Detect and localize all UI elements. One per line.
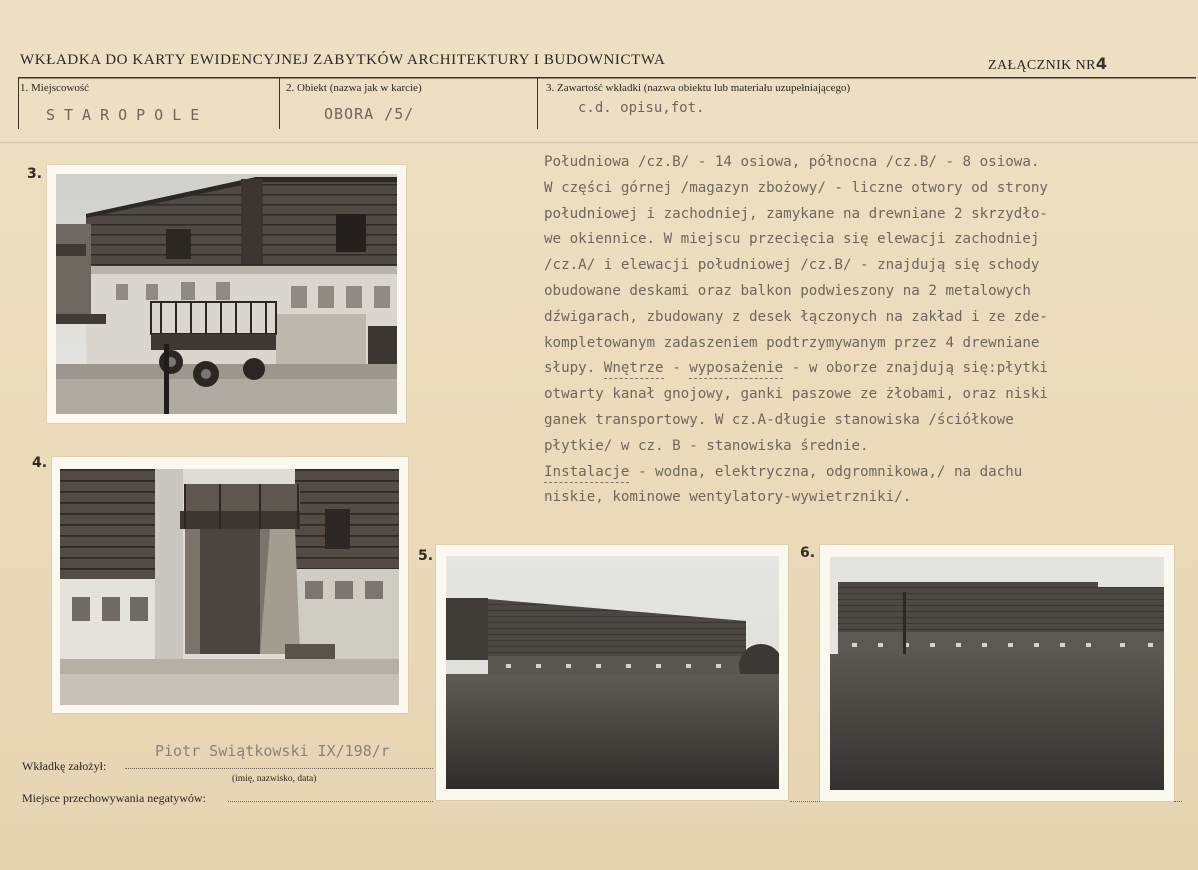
heading-dash: - [783, 360, 809, 377]
annex-label [988, 54, 1107, 74]
header-band-edge [0, 142, 1198, 143]
description-line: otwarty kanał gnojowy, ganki paszowe ze żłobami, oraz niski [544, 386, 1048, 403]
installations-heading: Instalacje [544, 463, 629, 483]
annex-label-text: ZAŁĄCZNIK NR [988, 58, 1096, 73]
equipment-heading: wyposażenie [689, 359, 783, 379]
object-label: 2. Obiekt (nazwa jak w karcie) [286, 82, 422, 94]
photo-3-barn-wagon [47, 165, 406, 423]
contents-label: 3. Zawartość wkładki (nazwa obiektu lub materiału uzupełniającego) [546, 82, 851, 94]
field-divider-1 [279, 77, 280, 129]
description-line: /cz.A/ i elewacji południowej /cz.B/ - znajdują się schody [544, 257, 1040, 274]
description-line: Południowa /cz.B/ - 14 osiowa, północna /cz.B/ - 8 osiowa. [544, 154, 1040, 170]
locality-label: 1. Miejscowość [20, 82, 90, 94]
interior-heading: Wnętrze [604, 359, 664, 379]
annex-number: 4 [1095, 54, 1108, 73]
creator-signature: Piotr Swiątkowski IX/198/r [155, 742, 390, 760]
photo-5-image [446, 556, 779, 789]
photo-6-barn-field [820, 545, 1174, 801]
description-line-installations [544, 460, 1184, 486]
negatives-label: Miejsce przechowywania negatywów: [22, 791, 206, 805]
description-line: niskie, kominowe wentylatory-wywietrzniki/. [544, 489, 912, 506]
description-text [544, 150, 1184, 511]
description-line-rest: w oborze znajdują się:płytki [808, 360, 1048, 377]
description-line: we okiennice. W miejscu przecięcia się elewacji zachodniej [544, 231, 1040, 248]
heading-dash: - [663, 360, 690, 377]
contents-value: c.d. opisu,fot. [578, 100, 705, 116]
photo-5-barn-field [436, 545, 788, 800]
description-line-start: słupy. [544, 360, 596, 377]
negatives-dotted-line-mid [790, 801, 820, 802]
photo-number-6: 6. [800, 545, 816, 561]
document-title: WKŁADKA DO KARTY EWIDENCYJNEJ ZABYTKÓW ARCHITEKTURY I BUDOWNICTWA [20, 52, 666, 68]
description-line: południowej i zachodniej, zamykane na drewniane 2 skrzydło- [544, 205, 1048, 222]
object-value: OBORA /5/ [324, 105, 415, 123]
description-line: obudowane deskami oraz balkon podwieszony na 2 metalowych [544, 282, 1031, 299]
header-rule-shadow [18, 78, 1196, 79]
negatives-dotted-line-end [1174, 801, 1182, 802]
negatives-dotted-line [228, 801, 433, 802]
photo-number-5: 5. [418, 548, 434, 564]
photo-number-3: 3. [27, 166, 43, 182]
description-line: dźwigarach, zbudowany z desek łączonych na zakład i ze zde- [544, 308, 1048, 325]
photo-4-image [60, 469, 399, 705]
locality-value: STAROPOLE [46, 106, 209, 124]
photo-3-image [56, 174, 397, 414]
description-line: ganek transportowy. W cz.A-długie stanowiska /ściółkowe [544, 411, 1014, 428]
description-line: płytkie/ w cz. B - stanowiska średnie. [544, 437, 869, 454]
description-line: W części górnej /magazyn zbożowy/ - liczne otwory od strony [544, 179, 1048, 196]
photo-4-balcony-stairs [52, 457, 408, 713]
field-divider-left [18, 77, 19, 129]
photo-number-4: 4. [32, 455, 48, 471]
field-divider-2 [537, 77, 538, 129]
photo-6-image [830, 557, 1164, 790]
creator-label: Wkładkę założył: [22, 759, 107, 773]
description-line: kompletowanym zadaszeniem podtrzymywanym przez 4 drewniane [544, 334, 1040, 351]
creator-hint: (imię, nazwisko, data) [232, 774, 317, 784]
description-line-rest: - wodna, elektryczna, odgromnikowa,/ na dachu [629, 463, 1023, 480]
creator-dotted-line [125, 768, 433, 769]
description-line-interior [544, 356, 1184, 382]
